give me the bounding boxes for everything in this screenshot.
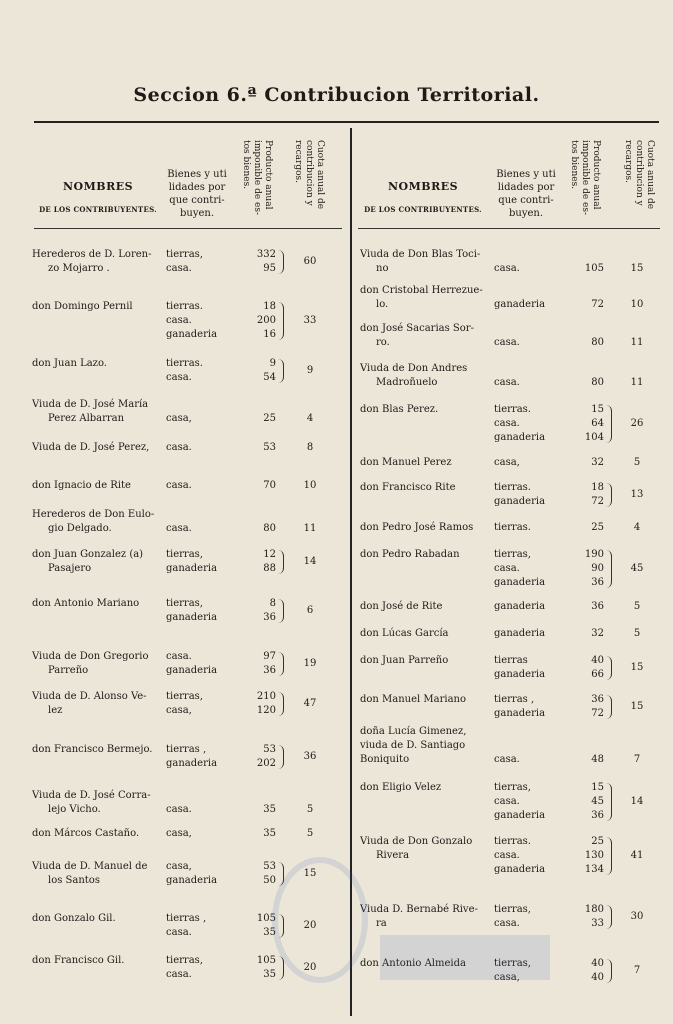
asset-type: casa.	[166, 372, 192, 383]
asset-type: casa.	[166, 315, 192, 326]
contributor-name: Viuda de Don Gonzalo	[360, 836, 473, 847]
contributor-name: ro.	[376, 337, 390, 348]
taxable-product-value: 88	[263, 563, 276, 574]
taxable-product-value: 66	[591, 669, 604, 680]
contributor-name: Viuda de D. Alonso Ve-	[32, 691, 147, 702]
contributor-name: ra	[376, 918, 387, 929]
asset-type: tierras ,	[166, 913, 207, 924]
annual-quota-value: 45	[630, 563, 644, 574]
contributor-name: Herederos de Don Eulo-	[32, 509, 155, 520]
right-header-bienes	[490, 168, 562, 220]
annual-quota-value: 11	[630, 377, 644, 388]
taxable-product-value: 18	[591, 482, 604, 493]
header-bienes-line: que contri-	[169, 195, 225, 206]
taxable-product-value: 16	[263, 329, 276, 340]
taxable-product-value: 95	[263, 263, 276, 274]
annual-quota-value: 15	[303, 868, 317, 879]
right-header-cuota	[622, 140, 655, 209]
asset-type: ganaderia	[494, 810, 546, 821]
taxable-product-value: 35	[263, 927, 276, 938]
grouping-brace	[606, 656, 612, 680]
asset-type: tierras.	[166, 301, 203, 312]
contributor-name: don Manuel Mariano	[360, 694, 467, 705]
taxable-product-value: 35	[263, 804, 276, 815]
asset-type: casa.	[494, 263, 520, 274]
annual-quota-value: 5	[306, 804, 314, 815]
taxable-product-value: 54	[263, 372, 276, 383]
taxable-product-value: 210	[256, 691, 276, 702]
right-header-rule	[358, 228, 660, 229]
grouping-brace	[278, 862, 284, 886]
taxable-product-value: 25	[591, 522, 604, 533]
asset-type: ganaderia	[494, 628, 546, 639]
annual-quota-value: 11	[303, 523, 317, 534]
contributor-name: don Francisco Bermejo.	[32, 744, 153, 755]
taxable-product-value: 90	[591, 563, 604, 574]
taxable-product-value: 97	[263, 651, 276, 662]
grouping-brace	[278, 956, 284, 980]
annual-quota-value: 14	[303, 556, 317, 567]
asset-type: ganaderia	[494, 299, 546, 310]
header-nombres-label: NOMBRES	[387, 180, 459, 193]
grouping-brace	[606, 783, 612, 821]
asset-type: tierras,	[494, 549, 531, 560]
taxable-product-value: 53	[263, 442, 276, 453]
taxable-product-value: 32	[591, 457, 604, 468]
annual-quota-value: 7	[633, 965, 641, 976]
annual-quota-value: 33	[303, 315, 317, 326]
asset-type: casa.	[494, 337, 520, 348]
asset-type: casa.	[166, 480, 192, 491]
contributor-name: don Pedro Rabadan	[360, 549, 460, 560]
taxable-product-value: 70	[263, 480, 276, 491]
right-header-producto	[568, 140, 601, 215]
contributor-name: Viuda de Don Blas Toci-	[360, 249, 481, 260]
grouping-brace	[606, 405, 612, 443]
annual-quota-value: 19	[303, 658, 317, 669]
asset-type: ganaderia	[494, 669, 546, 680]
asset-type: tierras,	[494, 904, 531, 915]
header-cuota-line: Cuota anual de	[315, 140, 325, 210]
annual-quota-value: 11	[630, 337, 644, 348]
annual-quota-value: 26	[630, 418, 644, 429]
taxable-product-value: 40	[591, 655, 604, 666]
taxable-product-value: 105	[584, 263, 604, 274]
contributor-name: doña Lucía Gimenez,	[360, 726, 467, 737]
contributor-name: don Juan Lazo.	[32, 358, 107, 369]
contributor-name: Viuda de D. José María	[32, 399, 149, 410]
taxable-product-value: 200	[256, 315, 276, 326]
annual-quota-value: 10	[303, 480, 317, 491]
contributor-name: don Cristobal Herrezue-	[360, 285, 483, 296]
grouping-brace	[606, 483, 612, 507]
taxable-product-value: 120	[256, 705, 276, 716]
taxable-product-value: 15	[591, 782, 604, 793]
annual-quota-value: 5	[633, 601, 641, 612]
taxable-product-value: 40	[591, 958, 604, 969]
contributor-name: don Domingo Pernil	[32, 301, 133, 312]
header-cuota-line: contribucion y	[304, 140, 314, 206]
taxable-product-value: 36	[263, 612, 276, 623]
taxable-product-value: 130	[584, 850, 604, 861]
asset-type: tierras ,	[494, 694, 535, 705]
taxable-product-value: 36	[591, 601, 604, 612]
contributor-name: Perez Albarran	[48, 413, 125, 424]
annual-quota-value: 5	[633, 628, 641, 639]
annual-quota-value: 15	[630, 701, 644, 712]
annual-quota-value: 5	[633, 457, 641, 468]
annual-quota-value: 20	[303, 962, 317, 973]
grouping-brace	[278, 652, 284, 676]
page-title: Seccion 6.ª Contribucion Territorial.	[133, 84, 540, 106]
left-header-bienes	[160, 168, 234, 220]
header-producto-line: Producto anual	[591, 140, 601, 210]
taxable-product-value: 64	[591, 418, 604, 429]
contributor-name: don Antonio Mariano	[32, 598, 140, 609]
taxable-product-value: 18	[263, 301, 276, 312]
contributor-name: lejo Vicho.	[48, 804, 101, 815]
contributor-name: zo Mojarro .	[48, 263, 110, 274]
taxable-product-value: 50	[263, 875, 276, 886]
taxable-product-value: 33	[591, 918, 604, 929]
contributor-name: don Francisco Rite	[360, 482, 456, 493]
contributor-name: don Antonio Almeida	[360, 958, 466, 969]
annual-quota-value: 60	[303, 256, 317, 267]
header-bienes-line: lidades por	[497, 182, 555, 193]
taxable-product-value: 32	[591, 628, 604, 639]
header-cuota-line: recargos.	[623, 140, 633, 183]
taxable-product-value: 105	[256, 955, 276, 966]
asset-type: ganaderia	[494, 496, 546, 507]
asset-type: casa.	[494, 377, 520, 388]
taxable-product-value: 202	[256, 758, 276, 769]
grouping-brace	[606, 905, 612, 929]
annual-quota-value: 36	[303, 751, 317, 762]
asset-type: casa,	[166, 861, 192, 872]
right-header-nombres	[358, 180, 488, 216]
taxable-product-value: 9	[269, 358, 276, 369]
grouping-brace	[278, 692, 284, 716]
header-contribuyentes-label: DE LOS CONTRIBUYENTES.	[364, 205, 482, 214]
taxable-product-value: 12	[263, 549, 276, 560]
contributor-name: don Ignacio de Rite	[32, 480, 131, 491]
asset-type: casa.	[166, 804, 192, 815]
header-producto-line: tos bienes.	[241, 140, 251, 190]
header-producto-line: imponible de es-	[580, 140, 590, 216]
left-header-producto	[240, 140, 273, 215]
annual-quota-value: 13	[630, 489, 644, 500]
asset-type: casa.	[166, 927, 192, 938]
asset-type: ganaderia	[166, 665, 218, 676]
asset-type: casa,	[494, 972, 520, 983]
contributor-name: los Santos	[48, 875, 100, 886]
taxable-product-value: 190	[584, 549, 604, 560]
asset-type: casa.	[166, 263, 192, 274]
header-bienes-line: lidades por	[168, 182, 226, 193]
left-header-rule	[34, 228, 342, 229]
annual-quota-value: 6	[306, 605, 314, 616]
taxable-product-value: 36	[591, 694, 604, 705]
asset-type: tierras.	[166, 358, 203, 369]
annual-quota-value: 47	[303, 698, 317, 709]
taxable-product-value: 72	[591, 708, 604, 719]
grouping-brace	[278, 599, 284, 623]
annual-quota-value: 15	[630, 662, 644, 673]
annual-quota-value: 30	[630, 911, 644, 922]
top-rule	[34, 121, 659, 123]
taxable-product-value: 104	[584, 432, 604, 443]
contributor-name: don Márcos Castaño.	[32, 828, 140, 839]
annual-quota-value: 4	[633, 522, 641, 533]
asset-type: ganaderia	[494, 577, 546, 588]
contributor-name: don José Sacarias Sor-	[360, 323, 474, 334]
left-header-cuota	[292, 140, 325, 209]
contributor-name: Pasajero	[48, 563, 92, 574]
contributor-name: Viuda D. Bernabé Rive-	[360, 904, 478, 915]
asset-type: casa.	[494, 754, 520, 765]
grouping-brace	[278, 302, 284, 340]
asset-type: tierras,	[166, 549, 203, 560]
taxable-product-value: 8	[269, 598, 276, 609]
taxable-product-value: 45	[591, 796, 604, 807]
contributor-name: Viuda de Don Andres	[360, 363, 468, 374]
annual-quota-value: 4	[306, 413, 314, 424]
header-bienes-line: que contri-	[498, 195, 554, 206]
contributor-name: lo.	[376, 299, 389, 310]
contributor-name: Parreño	[48, 665, 89, 676]
annual-quota-value: 20	[303, 920, 317, 931]
asset-type: casa.	[166, 523, 192, 534]
header-bienes-line: Bienes y uti	[167, 169, 227, 180]
contributor-name: don Manuel Perez	[360, 457, 452, 468]
taxable-product-value: 105	[256, 913, 276, 924]
annual-quota-value: 10	[630, 299, 644, 310]
asset-type: casa,	[166, 828, 192, 839]
grouping-brace	[606, 837, 612, 875]
asset-type: tierras	[494, 655, 528, 666]
taxable-product-value: 35	[263, 828, 276, 839]
contributor-name: viuda de D. Santiago	[360, 740, 466, 751]
contributor-name: don Gonzalo Gil.	[32, 913, 116, 924]
taxable-product-value: 180	[584, 904, 604, 915]
asset-type: tierras ,	[166, 744, 207, 755]
header-cuota-line: recargos.	[293, 140, 303, 183]
asset-type: tierras,	[166, 691, 203, 702]
header-cuota-line: Cuota anual de	[645, 140, 655, 210]
contributor-name: don Lúcas García	[360, 628, 449, 639]
asset-type: casa.	[166, 442, 192, 453]
taxable-product-value: 36	[591, 810, 604, 821]
asset-type: tierras,	[166, 955, 203, 966]
taxable-product-value: 15	[591, 404, 604, 415]
contributor-name: don Blas Perez.	[360, 404, 439, 415]
grouping-brace	[606, 959, 612, 983]
taxable-product-value: 332	[256, 249, 276, 260]
contributor-name: Viuda de D. Manuel de	[32, 861, 148, 872]
taxable-product-value: 36	[591, 577, 604, 588]
taxable-product-value: 40	[591, 972, 604, 983]
asset-type: casa,	[166, 705, 192, 716]
asset-type: ganaderia	[166, 563, 218, 574]
taxable-product-value: 25	[591, 836, 604, 847]
contributor-name: Madroñuelo	[376, 377, 438, 388]
contributor-name: don Juan Parreño	[360, 655, 449, 666]
contributor-name: Viuda de Don Gregorio	[32, 651, 149, 662]
grouping-brace	[278, 914, 284, 938]
asset-type: casa.	[494, 418, 520, 429]
taxable-product-value: 25	[263, 413, 276, 424]
taxable-product-value: 36	[263, 665, 276, 676]
contributor-name: no	[376, 263, 389, 274]
contributor-name: don José de Rite	[360, 601, 443, 612]
header-producto-line: imponible de es-	[252, 140, 262, 216]
asset-type: tierras.	[494, 836, 531, 847]
taxable-product-value: 48	[591, 754, 604, 765]
header-bienes-line: buyen.	[508, 208, 544, 219]
annual-quota-value: 15	[630, 263, 644, 274]
header-nombres-label: NOMBRES	[62, 180, 134, 193]
contributor-name: Boniquito	[360, 754, 410, 765]
contributor-name: don Eligio Velez	[360, 782, 442, 793]
taxable-product-value: 72	[591, 299, 604, 310]
contributor-name: lez	[48, 705, 63, 716]
asset-type: ganaderia	[166, 758, 218, 769]
asset-type: casa.	[494, 850, 520, 861]
contributor-name: Rivera	[376, 850, 410, 861]
grouping-brace	[278, 550, 284, 574]
asset-type: casa,	[494, 457, 520, 468]
asset-type: casa.	[494, 563, 520, 574]
header-producto-line: tos bienes.	[569, 140, 579, 190]
grouping-brace	[278, 359, 284, 383]
asset-type: ganaderia	[494, 864, 546, 875]
asset-type: casa.	[166, 969, 192, 980]
taxable-product-value: 35	[263, 969, 276, 980]
asset-type: ganaderia	[494, 601, 546, 612]
taxable-product-value: 53	[263, 861, 276, 872]
taxable-product-value: 80	[591, 377, 604, 388]
asset-type: casa.	[494, 796, 520, 807]
column-divider	[350, 128, 352, 1016]
asset-type: ganaderia	[494, 708, 546, 719]
contributor-name: gio Delgado.	[48, 523, 112, 534]
taxable-product-value: 134	[584, 864, 604, 875]
header-bienes-line: Bienes y uti	[496, 169, 556, 180]
asset-type: tierras,	[166, 598, 203, 609]
asset-type: tierras.	[494, 522, 531, 533]
annual-quota-value: 14	[630, 796, 644, 807]
annual-quota-value: 8	[306, 442, 314, 453]
contributor-name: Herederos de D. Loren-	[32, 249, 152, 260]
asset-type: casa,	[166, 413, 192, 424]
asset-type: casa.	[166, 651, 192, 662]
asset-type: casa.	[494, 918, 520, 929]
asset-type: tierras,	[494, 782, 531, 793]
asset-type: ganaderia	[166, 875, 218, 886]
asset-type: tierras.	[494, 482, 531, 493]
annual-quota-value: 41	[630, 850, 644, 861]
taxable-product-value: 80	[591, 337, 604, 348]
header-producto-line: Producto anual	[263, 140, 273, 210]
header-contribuyentes-label: DE LOS CONTRIBUYENTES.	[39, 205, 157, 214]
header-cuota-line: contribucion y	[634, 140, 644, 206]
annual-quota-value: 9	[306, 365, 314, 376]
contributor-name: Viuda de D. José Corra-	[32, 790, 151, 801]
asset-type: tierras.	[494, 404, 531, 415]
grouping-brace	[278, 250, 284, 274]
taxable-product-value: 80	[263, 523, 276, 534]
asset-type: tierras,	[494, 958, 531, 969]
taxable-product-value: 53	[263, 744, 276, 755]
left-header-nombres	[34, 180, 162, 216]
contributor-name: don Pedro José Ramos	[360, 522, 474, 533]
asset-type: ganaderia	[494, 432, 546, 443]
asset-type: ganaderia	[166, 329, 218, 340]
asset-type: ganaderia	[166, 612, 218, 623]
contributor-name: don Juan Gonzalez (a)	[32, 549, 144, 560]
grouping-brace	[606, 550, 612, 588]
contributor-name: Viuda de D. José Perez,	[32, 442, 150, 453]
contributor-name: don Francisco Gil.	[32, 955, 125, 966]
annual-quota-value: 5	[306, 828, 314, 839]
grouping-brace	[606, 695, 612, 719]
grouping-brace	[278, 745, 284, 769]
annual-quota-value: 7	[633, 754, 641, 765]
header-bienes-line: buyen.	[179, 208, 215, 219]
taxable-product-value: 72	[591, 496, 604, 507]
asset-type: tierras,	[166, 249, 203, 260]
